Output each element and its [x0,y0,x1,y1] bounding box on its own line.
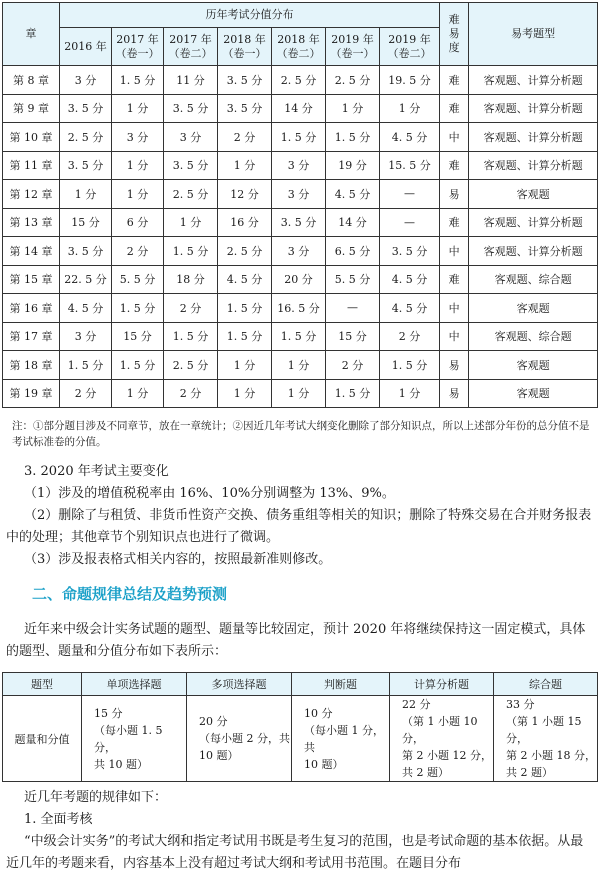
score-detail-line: 10 分 [304,706,333,720]
score-cell: 3. 5 分 [60,237,112,266]
question-type-cell: 客观题 [469,379,598,408]
table-row [3,66,598,95]
score-cell: 6. 5 分 [326,237,380,266]
paper-label: （卷二） [276,46,321,60]
question-type-cell: 客观题、计算分析题 [469,66,598,95]
chapter-cell: 第 16 章 [3,294,60,323]
score-cell: 1. 5 分 [112,294,164,323]
paper-label: （卷一） [330,46,375,60]
score-cell: 15 分 [112,322,164,351]
paper-label: （卷一） [115,46,160,60]
score-cell: 2. 5 分 [272,66,326,95]
paper-label: （卷二） [168,46,213,60]
score-cell: 1 分 [380,379,440,408]
question-type-cell: 客观题、计算分析题 [469,151,598,180]
score-cell: 14 分 [326,208,380,237]
table-row [3,322,598,351]
score-cell: 1 分 [60,180,112,209]
row-label: 题量和分值 [3,696,82,782]
score-cell: 1 分 [218,351,272,380]
difficulty-cell: 易 [440,180,469,209]
score-cell: 1 分 [326,94,380,123]
type-header: 计算分析题 [390,673,494,696]
score-cell: 3 分 [272,151,326,180]
table-row [3,123,598,152]
score-detail-line: 33 分 [506,698,535,711]
paper-label: （卷二） [387,46,432,60]
score-cell: 2. 5 分 [60,123,112,152]
type-header: 综合题 [494,673,598,696]
score-cell: 1. 5 分 [326,123,380,152]
score-cell: 1. 5 分 [218,322,272,351]
paper-label: （卷一） [222,46,267,60]
change-item-2: （2）删除了与租赁、非货币性资产交换、债务重组等相关的知识；删除了特殊交易在合并财务报表中的处理；其他章节个别知识点也进行了微调。 [6,508,592,545]
score-cell: — [380,208,440,237]
table-note: 注：①部分题目涉及不同章节，放在一章统计；②因近几年考试大纲变化删除了部分知识点，所以上述部分年份的总分值不是考试标准卷的分值。 [12,420,590,448]
rules-intro: 近几年考题的规律如下： [24,790,168,805]
score-cell: 1 分 [112,151,164,180]
score-detail-line: 共 10 题） [94,757,148,771]
score-cell: 4. 5 分 [60,294,112,323]
score-cell: 5. 5 分 [326,265,380,294]
score-cell: 2 分 [164,379,218,408]
year-label: 2018 年 [277,32,320,46]
score-cell: 6 分 [112,208,164,237]
chapter-cell: 第 11 章 [3,151,60,180]
score-cell: 2 分 [380,322,440,351]
score-detail-line: （每小题 2 分，共 [199,732,290,745]
score-cell: 1. 5 分 [60,351,112,380]
score-cell: 3 分 [60,66,112,95]
question-type-header: 易考题型 [469,3,598,66]
change-item-1: （1）涉及的增值税税率由 16%、10%分别调整为 13%、9%。 [24,486,395,501]
difficulty-cell: 易 [440,351,469,380]
year-header [380,28,440,66]
score-cell: 3 分 [272,237,326,266]
score-detail-cell [292,696,390,782]
score-cell: 15. 5 分 [380,151,440,180]
table-row [3,351,598,380]
score-detail-line: 第 2 小题 12 分， [402,749,492,762]
rule1-text: “中级会计实务”的考试大纲和指定考试用书既是考生复习的范围，也是考试命题的基本依据。从最近几年的考题来看，内容基本上没有超过考试大纲和考试用书范围。在题目分布 [6,834,584,871]
score-cell: 3. 5 分 [164,94,218,123]
score-cell: 12 分 [218,180,272,209]
score-cell: 1. 5 分 [218,294,272,323]
difficulty-cell: 中 [440,237,469,266]
score-cell: 4. 5 分 [218,265,272,294]
score-cell: 2. 5 分 [164,351,218,380]
score-cell: 1. 5 分 [112,351,164,380]
score-cell: 1 分 [112,180,164,209]
score-detail-line: 20 分 [199,715,228,728]
score-cell: 5. 5 分 [112,265,164,294]
year-label: 2019 年 [388,32,431,46]
score-cell: 1 分 [218,151,272,180]
score-cell: 3 分 [112,123,164,152]
distribution-header: 历年考试分值分布 [60,3,440,28]
score-cell: 1. 5 分 [164,237,218,266]
score-cell: — [380,180,440,209]
type-header: 单项选择题 [82,673,187,696]
score-cell: 4. 5 分 [326,180,380,209]
year-label: 2018 年 [223,32,266,46]
intro-paragraph: 近年来中级会计实务试题的题型、题量等比较固定，预计 2020 年将继续保持这一固定模式，具体的题型、题量和分值分布如下表所示： [6,622,586,659]
score-cell: 3. 5 分 [272,208,326,237]
year-header [272,28,326,66]
score-cell: 4. 5 分 [380,294,440,323]
difficulty-cell: 难 [440,66,469,95]
question-type-cell: 客观题、计算分析题 [469,123,598,152]
score-cell: 19 分 [326,151,380,180]
chapter-cell: 第 10 章 [3,123,60,152]
table-row [3,208,598,237]
chapter-header: 章 [3,3,60,66]
type-header: 判断题 [292,673,390,696]
difficulty-cell: 难 [440,94,469,123]
table-row [3,237,598,266]
score-cell: 1 分 [272,351,326,380]
table-row [3,294,598,323]
score-detail-line: （第 1 小题 15 分， [506,715,582,745]
score-cell: 1. 5 分 [380,351,440,380]
score-cell: 11 分 [164,66,218,95]
table-row [3,151,598,180]
chapter-cell: 第 8 章 [3,66,60,95]
score-cell: 15 分 [326,322,380,351]
type-header: 多项选择题 [187,673,292,696]
table-row [3,379,598,408]
chapter-cell: 第 19 章 [3,379,60,408]
score-cell: 1 分 [112,94,164,123]
score-detail-cell [82,696,187,782]
year-header [60,28,112,66]
score-cell: 2 分 [112,237,164,266]
section-title: 二、命题规律总结及趋势预测 [32,585,228,603]
year-header [164,28,218,66]
score-cell: 22. 5 分 [60,265,112,294]
score-cell: 1 分 [272,379,326,408]
question-type-cell: 客观题、计算分析题 [469,94,598,123]
score-cell: 19. 5 分 [380,66,440,95]
changes-heading: 3. 2020 年考试主要变化 [24,464,169,479]
year-label: 2016 年 [64,39,107,53]
question-type-cell: 客观题 [469,351,598,380]
year-label: 2017 年 [116,32,159,46]
score-detail-line: （每小题 1. 5 分， [94,723,163,754]
score-detail-cell [187,696,292,782]
score-cell: 3. 5 分 [218,94,272,123]
score-cell: 3. 5 分 [60,151,112,180]
difficulty-cell: 中 [440,294,469,323]
difficulty-cell: 难 [440,151,469,180]
score-cell: 3. 5 分 [60,94,112,123]
type-header: 题型 [3,673,82,696]
score-detail-cell [494,696,598,782]
difficulty-cell: 难 [440,208,469,237]
score-cell: 4. 5 分 [380,123,440,152]
change-item-3: （3）涉及报表格式相关内容的，按照最新准则修改。 [24,552,332,567]
score-cell: 18 分 [164,265,218,294]
question-type-cell: 客观题 [469,180,598,209]
chapter-cell: 第 13 章 [3,208,60,237]
score-cell: 3. 5 分 [218,66,272,95]
score-cell: 3 分 [164,123,218,152]
question-type-cell: 客观题、计算分析题 [469,208,598,237]
score-detail-line: 15 分 [94,706,123,720]
score-detail-cell [390,696,494,782]
table-row [3,180,598,209]
score-cell: 1. 5 分 [272,322,326,351]
score-cell: 2. 5 分 [218,237,272,266]
table-row [3,265,598,294]
year-label: 2019 年 [331,32,374,46]
year-header [218,28,272,66]
question-type-cell: 客观题、综合题 [469,322,598,351]
score-detail-line: 第 2 小题 18 分， [506,749,596,762]
score-cell: 1. 5 分 [326,379,380,408]
score-cell: 2 分 [60,379,112,408]
difficulty-cell: 难 [440,265,469,294]
score-cell: 2 分 [326,351,380,380]
score-cell: — [326,294,380,323]
chapter-cell: 第 17 章 [3,322,60,351]
score-cell: 1 分 [112,379,164,408]
score-detail-line: 10 题） [304,757,344,771]
score-cell: 3 分 [60,322,112,351]
score-cell: 1 分 [380,94,440,123]
question-type-table [2,672,598,782]
question-type-cell: 客观题、综合题 [469,265,598,294]
table-row [3,94,598,123]
score-detail-line: 22 分 [402,698,431,711]
score-cell: 1 分 [164,208,218,237]
score-cell: 2. 5 分 [164,180,218,209]
score-cell: 1 分 [218,379,272,408]
score-cell: 1. 5 分 [112,66,164,95]
score-cell: 3. 5 分 [380,237,440,266]
score-detail-line: （每小题 1 分，共 [304,723,384,754]
score-detail-line: 10 题） [199,749,239,762]
chapter-cell: 第 15 章 [3,265,60,294]
score-cell: 3. 5 分 [164,151,218,180]
year-header [112,28,164,66]
score-detail-line: 共 2 题） [506,766,553,779]
score-cell: 3 分 [272,180,326,209]
question-type-cell: 客观题 [469,294,598,323]
difficulty-cell: 中 [440,322,469,351]
chapter-cell: 第 14 章 [3,237,60,266]
score-cell: 1. 5 分 [164,322,218,351]
difficulty-cell: 中 [440,123,469,152]
score-cell: 20 分 [272,265,326,294]
year-label: 2017 年 [169,32,212,46]
score-cell: 2 分 [218,123,272,152]
question-type-cell: 客观题、计算分析题 [469,237,598,266]
score-cell: 16 分 [218,208,272,237]
chapter-cell: 第 12 章 [3,180,60,209]
score-cell: 2. 5 分 [326,66,380,95]
score-detail-line: 共 2 题） [402,766,449,779]
score-cell: 14 分 [272,94,326,123]
chapter-cell: 第 18 章 [3,351,60,380]
score-cell: 1. 5 分 [272,123,326,152]
score-cell: 15 分 [60,208,112,237]
score-cell: 4. 5 分 [380,265,440,294]
score-detail-line: （第 1 小题 10 分， [402,715,478,745]
score-distribution-table [2,2,598,408]
score-cell: 16. 5 分 [272,294,326,323]
rule1-heading: 1. 全面考核 [24,812,93,827]
score-cell: 2 分 [164,294,218,323]
year-header [326,28,380,66]
difficulty-header: 难 易 度 [440,3,469,66]
difficulty-cell: 易 [440,379,469,408]
chapter-cell: 第 9 章 [3,94,60,123]
